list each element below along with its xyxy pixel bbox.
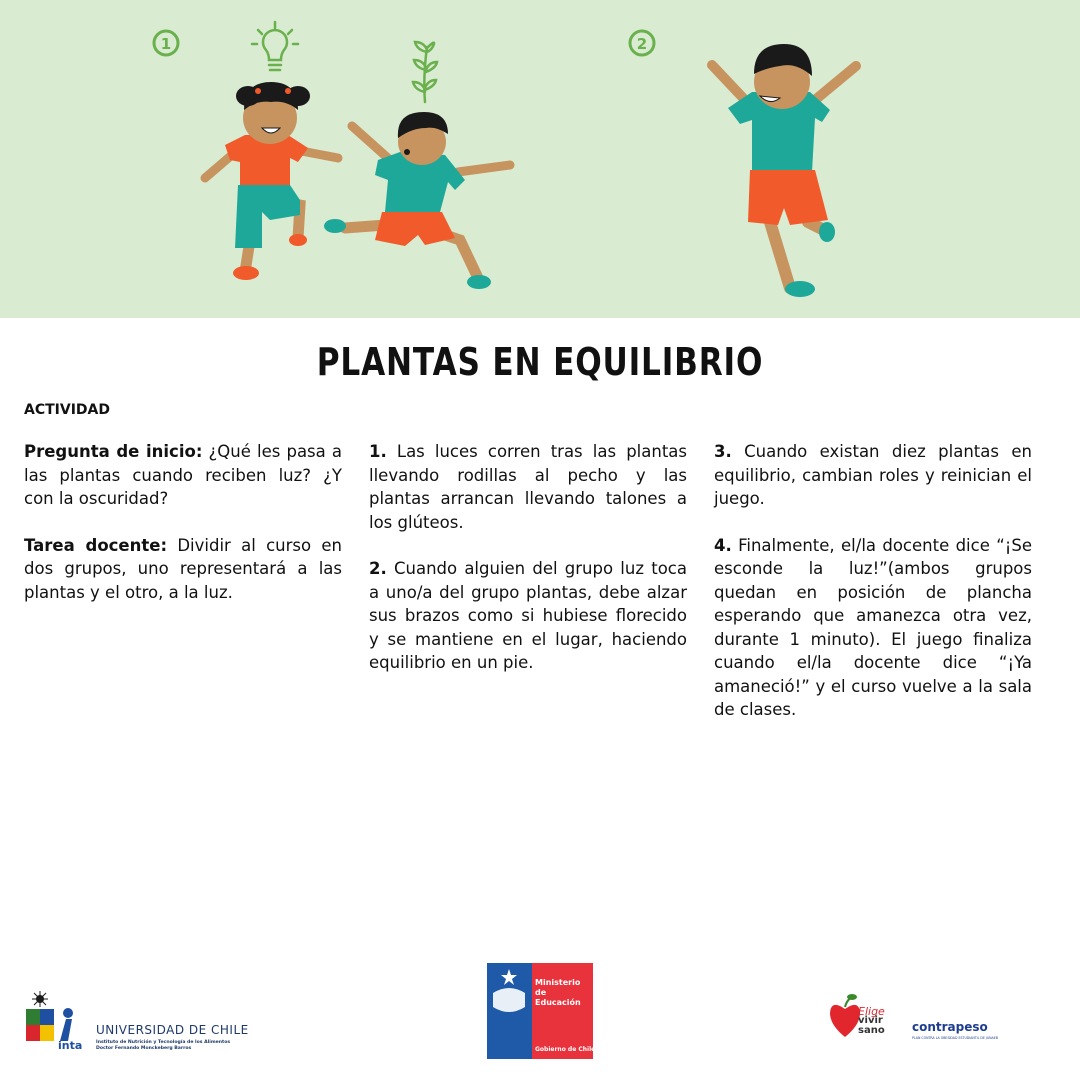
light-bulb-icon — [252, 22, 298, 70]
step-4-number: 4. — [714, 535, 732, 555]
uchile-name: UNIVERSIDAD DE CHILE — [96, 1023, 249, 1037]
step-one-label: 1 — [160, 35, 172, 53]
column-steps-3-4 — [714, 440, 1032, 745]
step-4 — [714, 534, 1032, 722]
elige-word: Elige — [858, 1005, 885, 1018]
inta-label: inta — [58, 1039, 83, 1052]
sano-word: sano — [858, 1025, 885, 1036]
section-label: ACTIVIDAD — [24, 402, 110, 418]
step-1-text: Las luces corren tras las plantas llevando rodillas al pecho y las plantas arrancan llevando talones a los glúteos. — [369, 442, 687, 532]
page-title: PLANTAS EN EQUILIBRIO — [316, 340, 764, 384]
uchile-sub-line2: Doctor Fernando Monckeberg Barros — [96, 1046, 192, 1051]
elige-vivir-sano-logo — [828, 991, 908, 1051]
boy-running-figure — [324, 112, 510, 289]
boy-balancing-figure — [712, 44, 856, 297]
mineduc-name — [535, 978, 593, 1008]
teacher-task — [24, 534, 342, 605]
opening-question-text: ¿Qué les pasa a las plantas cuando reciben luz? ¿Y con la oscuridad? — [24, 442, 342, 508]
sprout-icon — [413, 42, 437, 102]
girl-figure — [205, 82, 338, 280]
uchile-subtitle — [96, 1040, 230, 1052]
step-2 — [369, 557, 687, 675]
column-steps-1-2 — [369, 440, 687, 698]
apple-heart-icon — [828, 991, 862, 1041]
teacher-task-text: Dividir al curso en dos grupos, uno representará a las plantas y el otro, a la luz. — [24, 535, 342, 602]
step-1 — [369, 440, 687, 534]
mineduc-line1: Ministerio de — [535, 978, 581, 997]
opening-question — [24, 440, 342, 511]
uchile-sub-line1: Instituto de Nutrición y Tecnología de los Alimentos — [96, 1040, 231, 1045]
contrapeso-subtitle: PLAN CONTRA LA OBESIDAD ESTUDIANTIL DE JUNAEB — [912, 1036, 998, 1040]
step-1-number: 1. — [369, 442, 387, 461]
step-one-marker — [154, 31, 178, 55]
step-3 — [714, 440, 1032, 511]
universidad-de-chile-logo — [24, 989, 249, 1059]
step-2-number: 2. — [369, 559, 387, 578]
mineduc-line2: Educación — [535, 998, 581, 1007]
teacher-task-label: Tarea docente: — [24, 535, 168, 555]
gobierno-de-chile: Gobierno de Chile — [535, 1046, 596, 1053]
contrapeso-logo: contrapeso — [912, 1020, 988, 1034]
step-3-number: 3. — [714, 442, 732, 461]
step-4-text: Finalmente, el/la docente dice “¡Se esconde la luz!”(ambos grupos quedan en posición de plancha esperando que amanezca otra vez, durante 1 minuto). El juego finaliza cuando el/la docente dice “¡Ya amaneció!” y el curso vuelve a la sala de clases. — [714, 535, 1032, 719]
step-two-label: 2 — [636, 35, 648, 53]
step-2-text: Cuando alguien del grupo luz toca a uno/a del grupo plantas, debe alzar sus brazos como si hubiese florecido y se mantiene en el lugar, haciendo equilibrio en un pie. — [369, 559, 687, 672]
column-intro — [24, 440, 342, 627]
hero-scene — [0, 0, 1080, 318]
vivir-sano-words — [858, 1016, 885, 1036]
step-two-marker — [630, 31, 654, 55]
vivir-word: vivir — [858, 1015, 883, 1026]
footer-logos — [0, 955, 1080, 1070]
step-3-text: Cuando existan diez plantas en equilibrio, cambian roles y reinician el juego. — [714, 442, 1032, 508]
hero-illustration — [0, 0, 1080, 318]
opening-question-label: Pregunta de inicio: — [24, 442, 203, 461]
mineduc-logo — [487, 963, 596, 1059]
